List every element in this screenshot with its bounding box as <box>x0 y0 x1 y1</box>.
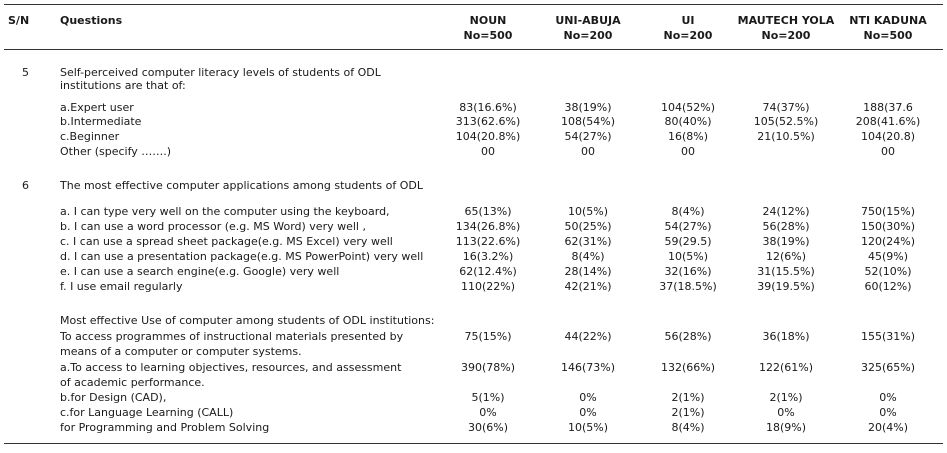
header-col-n: No=500 <box>463 29 513 42</box>
table-cell: 21(10.5%) <box>757 130 815 143</box>
table-cell: 390(78%) <box>460 361 516 374</box>
header-sn: S/N <box>8 14 30 27</box>
table-cell: 105(52.5%) <box>753 115 819 128</box>
table-cell: 150(30%) <box>860 220 916 233</box>
table-cell: 2(1%) <box>671 406 705 419</box>
table-cell: 16(3.2%) <box>462 250 514 263</box>
table-cell: 56(28%) <box>762 220 810 233</box>
header-col-n: No=200 <box>563 29 613 42</box>
table-cell: 110(22%) <box>460 280 516 293</box>
table-cell: 00 <box>881 145 895 158</box>
table-cell: 2(1%) <box>671 391 705 404</box>
table-cell: 54(27%) <box>564 130 612 143</box>
table-cell: 146(73%) <box>560 361 616 374</box>
header-col-n: No=200 <box>663 29 713 42</box>
table-cell: 65(13%) <box>464 205 512 218</box>
table-cell: 38(19%) <box>564 101 612 114</box>
table-cell: 0% <box>579 391 597 404</box>
table-cell: 00 <box>581 145 595 158</box>
row-label: a. I can type very well on the computer using the keyboard, <box>60 205 390 218</box>
table-cell: 122(61%) <box>758 361 814 374</box>
row-label: Other (specify …….) <box>60 145 172 158</box>
section-sn: 5 <box>22 66 29 79</box>
header-col-n: No=500 <box>863 29 913 42</box>
table-cell: 28(14%) <box>564 265 612 278</box>
top-rule <box>4 4 943 5</box>
header-col-name: MAUTECH YOLA <box>737 14 835 27</box>
row-label: e. I can use a search engine(e.g. Google) very well <box>60 265 340 278</box>
table-cell: 104(52%) <box>660 101 716 114</box>
table-cell: 83(16.6%) <box>459 101 517 114</box>
row-label: f. I use email regularly <box>60 280 183 293</box>
table-cell: 208(41.6%) <box>855 115 921 128</box>
table-cell: 24(12%) <box>762 205 810 218</box>
table-cell: 36(18%) <box>762 330 810 343</box>
table-cell: 120(24%) <box>860 235 916 248</box>
row-label: c. I can use a spread sheet package(e.g. MS Excel) very well <box>60 235 393 248</box>
table-cell: 155(31%) <box>860 330 916 343</box>
section-sn: 6 <box>22 179 29 192</box>
table-cell: 18(9%) <box>765 421 807 434</box>
table-cell: 12(6%) <box>765 250 807 263</box>
row-label: for Programming and Problem Solving <box>60 421 270 434</box>
header-col-n: No=200 <box>761 29 811 42</box>
table-cell: 750(15%) <box>860 205 916 218</box>
table-cell: 52(10%) <box>864 265 912 278</box>
table-cell: 50(25%) <box>564 220 612 233</box>
row-label-cont: of academic performance. <box>60 376 205 389</box>
table-cell: 38(19%) <box>762 235 810 248</box>
table-cell: 74(37%) <box>762 101 810 114</box>
row-label-cont: means of a computer or computer systems. <box>60 345 302 358</box>
table-cell: 132(66%) <box>660 361 716 374</box>
table-cell: 56(28%) <box>664 330 712 343</box>
table-cell: 10(5%) <box>567 205 609 218</box>
table-cell: 104(20.8) <box>860 130 916 143</box>
table-cell: 0% <box>777 406 795 419</box>
table-cell: 00 <box>681 145 695 158</box>
header-col-name: UNI-ABUJA <box>555 14 621 27</box>
table-cell: 39(19.5%) <box>757 280 815 293</box>
table-cell: 325(65%) <box>860 361 916 374</box>
table-cell: 30(6%) <box>467 421 509 434</box>
table-cell: 5(1%) <box>471 391 505 404</box>
table-cell: 188(37.6 <box>863 101 913 114</box>
header-col-name: NTI KADUNA <box>849 14 927 27</box>
section-title: institutions are that of: <box>60 79 186 92</box>
table-cell: 134(26.8%) <box>455 220 521 233</box>
table-cell: 00 <box>481 145 495 158</box>
row-label: d. I can use a presentation package(e.g. MS PowerPoint) very well <box>60 250 424 263</box>
row-label: a.Expert user <box>60 101 134 114</box>
table-cell: 0% <box>879 391 897 404</box>
section-title: Most effective Use of computer among students of ODL institutions: <box>60 314 435 327</box>
table-cell: 10(5%) <box>567 421 609 434</box>
table-cell: 10(5%) <box>667 250 709 263</box>
table-cell: 62(12.4%) <box>459 265 517 278</box>
table-cell: 104(20.8%) <box>455 130 521 143</box>
table-cell: 31(15.5%) <box>757 265 815 278</box>
header-questions: Questions <box>60 14 123 27</box>
table-cell: 80(40%) <box>664 115 712 128</box>
table-cell: 0% <box>879 406 897 419</box>
table-cell: 44(22%) <box>564 330 612 343</box>
table-cell: 0% <box>579 406 597 419</box>
table-cell: 75(15%) <box>464 330 512 343</box>
table-cell: 108(54%) <box>560 115 616 128</box>
row-label: To access programmes of instructional materials presented by <box>60 330 404 343</box>
row-label: a.To access to learning objectives, resources, and assessment <box>60 361 402 374</box>
table-cell: 32(16%) <box>664 265 712 278</box>
row-label: c.Beginner <box>60 130 120 143</box>
section-title: Self-perceived computer literacy levels of students of ODL <box>60 66 381 79</box>
header-col-name: NOUN <box>469 14 507 27</box>
table-cell: 37(18.5%) <box>659 280 717 293</box>
header-rule <box>4 49 943 50</box>
header-col-name: UI <box>681 14 695 27</box>
section-title: The most effective computer applications among students of ODL <box>60 179 423 192</box>
table-cell: 8(4%) <box>671 421 705 434</box>
table-cell: 2(1%) <box>769 391 803 404</box>
table-cell: 45(9%) <box>867 250 909 263</box>
table-cell: 60(12%) <box>864 280 912 293</box>
table-cell: 42(21%) <box>564 280 612 293</box>
table-cell: 0% <box>479 406 497 419</box>
row-label: b.for Design (CAD), <box>60 391 167 404</box>
row-label: c.for Language Learning (CALL) <box>60 406 234 419</box>
table-cell: 8(4%) <box>571 250 605 263</box>
bottom-rule <box>4 443 943 444</box>
table-cell: 313(62.6%) <box>455 115 521 128</box>
table-cell: 20(4%) <box>867 421 909 434</box>
row-label: b.Intermediate <box>60 115 142 128</box>
table-cell: 8(4%) <box>671 205 705 218</box>
table-cell: 62(31%) <box>564 235 612 248</box>
table-cell: 59(29.5) <box>664 235 712 248</box>
table-cell: 54(27%) <box>664 220 712 233</box>
table-cell: 113(22.6%) <box>455 235 521 248</box>
row-label: b. I can use a word processor (e.g. MS Word) very well , <box>60 220 366 233</box>
table-cell: 16(8%) <box>667 130 709 143</box>
